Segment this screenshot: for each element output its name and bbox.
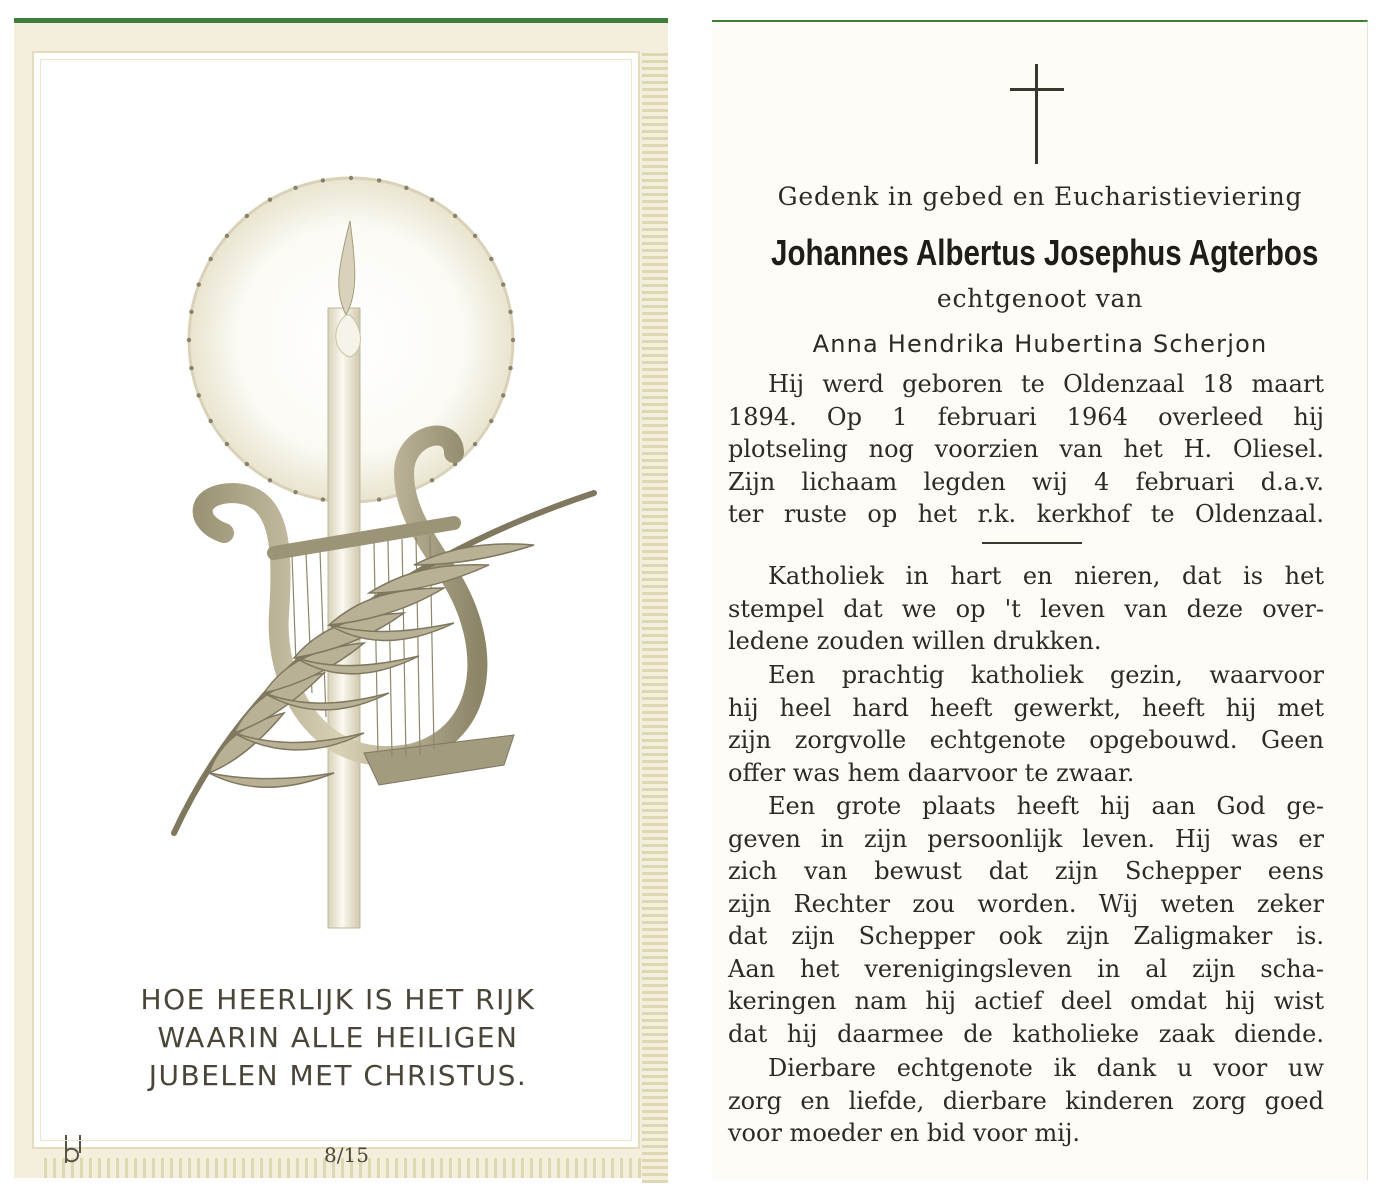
halo-dot [225, 442, 229, 446]
text-line: dat zijn Schepper ook zijn Zaligmaker is. [728, 922, 1324, 950]
halo-dot [453, 462, 457, 466]
paragraph-4 [728, 1052, 1324, 1150]
text-line: ter ruste op het r.k. kerkhof te Oldenzaal. [728, 500, 1324, 528]
halo-dot [377, 178, 381, 182]
halo-dot [511, 338, 515, 342]
text-line: zorg en liefde, dierbare kinderen zorg goed [728, 1086, 1324, 1115]
motto-line: WAARIN ALLE HEILIGEN [157, 1021, 519, 1054]
spouse-name: Anna Hendrika Hubertina Scherjon [812, 330, 1268, 358]
halo-dot [189, 310, 193, 314]
halo-dot [187, 338, 191, 342]
halo-dot [404, 490, 408, 494]
deceased-name: Johannes Albertus Josephus Agterbos [771, 232, 1319, 273]
text-line: zijn Rechter zou worden. Wij weten zeker [728, 889, 1324, 918]
spouse-intro: echtgenoot van [936, 284, 1144, 313]
halo-dot [501, 393, 505, 397]
halo-dot [349, 176, 353, 180]
text-line: keringen nam hij actief deel omdat hij wist [728, 987, 1324, 1015]
halo-dot [430, 478, 434, 482]
halo-dot [268, 198, 272, 202]
halo-dot [209, 419, 213, 423]
halo-dot [473, 442, 477, 446]
text-line: offer was hem daarvoor te zwaar. [728, 758, 1135, 787]
motto-text [64, 981, 612, 1095]
halo-dot [197, 393, 201, 397]
motto-line: HOE HEERLIJK IS HET RIJK [140, 983, 536, 1016]
text-line: Hij werd geboren te Oldenzaal 18 maart [768, 370, 1324, 398]
paragraph-2 [728, 659, 1324, 789]
halo-dot [377, 497, 381, 501]
motto-line: JUBELEN MET CHRISTUS. [148, 1059, 528, 1092]
halo-dot [508, 366, 512, 370]
text-line: voor moeder en bid voor mij. [728, 1119, 1081, 1147]
text-line: geven in zijn persoonlijk leven. Hij was er [728, 824, 1324, 853]
text-line: Zijn lichaam legden wij 4 februari d.a.v. [728, 467, 1324, 496]
card-front-frame [32, 51, 640, 1167]
halo-dot [245, 462, 249, 466]
text-line: Aan het verenigingsleven in al zijn scha- [728, 954, 1324, 983]
halo-dot [245, 214, 249, 218]
card-edge-pattern [642, 53, 668, 1183]
text-line: ledene zouden willen drukken. [728, 627, 1102, 655]
card-number: 8/15 [324, 1143, 369, 1167]
halo-dot [225, 234, 229, 238]
text-line: Katholiek in hart en nieren, dat is het [768, 562, 1324, 590]
halo-dot [268, 478, 272, 482]
halo-dot [321, 497, 325, 501]
paragraph-1 [728, 560, 1324, 658]
text-line: zich van bewust dat zijn Schepper eens [728, 857, 1324, 885]
text-line: dat hij daarmee de katholieke zaak diende. [728, 1019, 1324, 1048]
halo-dot [189, 366, 193, 370]
text-line: zijn zorgvolle echtgenote opgebouwd. Geen [728, 726, 1324, 754]
halo-dot [293, 490, 297, 494]
memorial-card-front [14, 18, 668, 1178]
halo-dot [197, 282, 201, 286]
candle-harp-palm-icon [34, 53, 638, 1147]
text-line: Dierbare echtgenote ik dank u voor uw [768, 1054, 1324, 1082]
text-line: stempel dat we op 't leven van deze over- [728, 594, 1324, 623]
halo-dot [473, 234, 477, 238]
halo-dot [501, 282, 505, 286]
section-divider [982, 542, 1082, 544]
cross-icon [1008, 64, 1068, 168]
artist-monogram [62, 1133, 84, 1174]
text-line: Een grote plaats heeft hij aan God ge- [768, 792, 1324, 820]
halo-dot [404, 186, 408, 190]
paragraph-3 [728, 790, 1324, 1050]
prayer-line: Gedenk in gebed en Eucharistieviering [777, 182, 1303, 211]
halo-dot [349, 500, 353, 504]
text-line: Een prachtig katholiek gezin, waarvoor [768, 661, 1324, 689]
halo-dot [430, 198, 434, 202]
halo-dot [293, 186, 297, 190]
biography-paragraph [728, 368, 1324, 531]
monogram-icon [62, 1133, 84, 1169]
text-line: hij heel hard heeft gewerkt, heeft hij met [728, 693, 1324, 722]
halo-dot [321, 178, 325, 182]
halo-dot [489, 419, 493, 423]
halo-dot [489, 257, 493, 261]
halo-dot [453, 214, 457, 218]
memorial-card-back [712, 20, 1368, 1180]
halo-dot [209, 257, 213, 261]
text-line: plotseling nog voorzien van het H. Oliesel. [728, 435, 1324, 463]
halo-dot [508, 310, 512, 314]
text-line: 1894. Op 1 februari 1964 overleed hij [728, 402, 1324, 431]
